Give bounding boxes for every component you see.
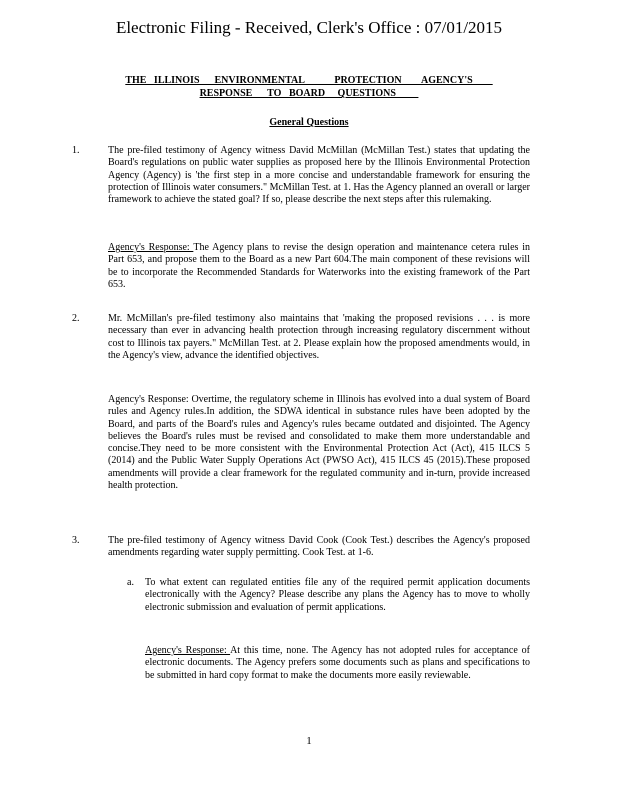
question-3a: To what extent can regulated entities file any of the required permit application documents electronically with the Agency? Please describe any plans the Agency has to move to wholly electronic submission and evaluation of permit applications. — [145, 577, 530, 613]
response-text-1: The Agency plans to revise the design operation and maintenance cetera rules in Part 653, and propose them to the Board as a new Part 604.The main component of these revisions will be to incorporate the Recommended Standards for Waterworks into the existing framework of the Part 653. — [108, 242, 530, 290]
response-3a — [145, 645, 530, 682]
question-1: The pre-filed testimony of Agency witness David McMillan (McMillan Test.) states that updating the Board's regulations on public water supplies as proposed here by the Illinois Environmental Protection Agency (Agency) is 'the first step in a more concise and understandable framework for ensuring the protection of Illinois water consumers." McMillan Test. at 1. Has the Agency planned an overall or larger framework to achieve the stated goal? If so, please describe the next steps after this rulemaking. — [108, 145, 530, 206]
response-1 — [108, 242, 530, 291]
response-label-2: Agency's Response: — [108, 394, 189, 405]
question-2: Mr. McMillan's pre-filed testimony also maintains that 'making the proposed revisions . . . is more necessary than ever in advancing health protection through increasing regulatory discernment without cost to Illinois tax payers." McMillan Test. at 2. Please explain how the proposed amendments would, in the Agency's view, advance the identified objectives. — [108, 313, 530, 361]
section-heading: General Questions — [269, 117, 349, 128]
response-text-2: Overtime, the regulatory scheme in Illinois has evolved into a dual system of Board rules and Agency rules.In addition, the SDWA identical in substance rules have been adopted by the Board, and parts of the Board's rules and Agency's rules became outdated and disjointed. The Agency believes the Board's rules must be revised and consolidated to make them more understandable and concise.They need to be more consistent with the Environmental Protection Act (Act), 415 ILCS 5 (2014) and the Public Water Supply Operations Act (PWSO Act), 415 ILCS 45 (2015).These proposed amendments will provide a clear framework for the regulated community and in-turn, provide increased health protection. — [108, 394, 530, 492]
response-label-1: Agency's Response: — [108, 242, 194, 253]
document-title-line-2: RESPONSE TO BOARD QUESTIONS — [199, 88, 419, 99]
response-label-3a: Agency's Response: — [145, 645, 231, 656]
filing-header: Electronic Filing - Received, Clerk's Office : 07/01/2015 — [115, 18, 503, 37]
item-number-3: 3. — [72, 535, 80, 546]
item-number-2: 2. — [72, 313, 80, 324]
item-number-1: 1. — [72, 145, 80, 156]
response-2 — [108, 394, 530, 492]
document-title-line-1: THE ILLINOIS ENVIRONMENTAL PROTECTION AGENCY'S — [125, 75, 493, 86]
response-text-3a: At this time, none. The Agency has not adopted rules for acceptance of electronic documents. The Agency prefers some documents such as plans and specifications to be submitted in hard copy format to make the documents more easily reviewable. — [145, 645, 530, 681]
page-number: 1 — [306, 735, 312, 747]
question-3: The pre-filed testimony of Agency witness David Cook (Cook Test.) describes the Agency's proposed amendments regarding water supply permitting. Cook Test. at 1-6. — [108, 535, 530, 559]
sub-item-label-a: a. — [127, 577, 134, 588]
